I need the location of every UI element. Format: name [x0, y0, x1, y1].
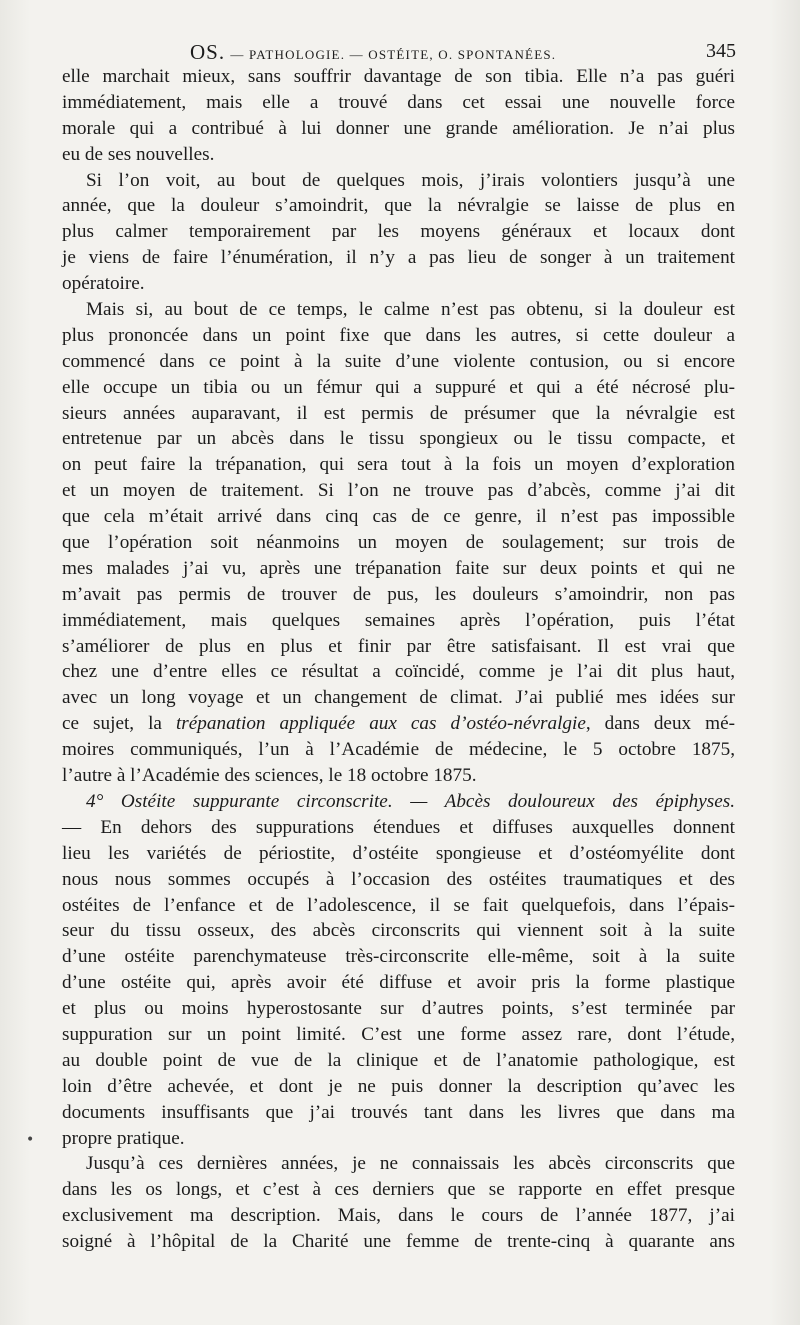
header-os: OS.	[190, 40, 226, 64]
text-line: documents insuffisants que j’ai trouvés tant dans les livres que dans ma	[62, 1101, 735, 1123]
text-line: soigné à l’hôpital de la Charité une femme de trente-cinq à quarante ans	[62, 1231, 735, 1253]
text-line: plus calmer temporairement par les moyens généraux et locaux dont	[62, 221, 735, 243]
text-line: opératoire.	[62, 273, 145, 295]
text-line: elle marchait mieux, sans souffrir davantage de son tibia. Elle n’a pas guéri	[62, 66, 735, 87]
text-line: je viens de faire l’énumération, il n’y a pas lieu de songer à un traitement	[62, 247, 735, 269]
text-line: au double point de vue de la clinique et de l’anatomie pathologique, est	[62, 1049, 735, 1071]
text-line: dans les os longs, et c’est à ces derniers que se rapporte en effet presque	[62, 1179, 735, 1201]
text-line: année, que la douleur s’amoindrit, que la névralgie se laisse de plus en	[62, 195, 735, 217]
text-line: mes malades j’ai vu, après une trépanation faite sur deux points et qui ne	[62, 557, 735, 579]
margin-mark: •	[26, 1132, 35, 1148]
text-line: moires communiqués, l’un à l’Académie de médecine, le 5 octobre 1875,	[62, 739, 735, 761]
text-line: et plus ou moins hyperostosante sur d’autres points, s’est terminée par	[62, 998, 735, 1020]
text-line: et un moyen de traitement. Si l’on ne trouve pas d’abcès, comme j’ai dit	[62, 480, 735, 502]
text-line: — En dehors des suppurations étendues et diffuses auxquelles donnent	[62, 816, 735, 838]
text-line: d’une ostéite parenchymateuse très-circonscrite elle-même, soit à la suite	[62, 946, 735, 968]
text-line: eu de ses nouvelles.	[62, 143, 215, 165]
text-line: nous nous sommes occupés à l’occasion des ostéites traumatiques et des	[62, 868, 735, 890]
text-line: ostéites de l’enfance et de l’adolescence, il se fait quelquefois, dans l’épais-	[62, 894, 735, 916]
text-line: que cela m’était arrivé dans cinq cas de ce genre, il n’est pas impossible	[62, 506, 735, 528]
text-line: on peut faire la trépanation, qui sera tout à la fois un moyen d’exploration	[62, 454, 735, 476]
header-section: — PATHOLOGIE. — OSTÉITE, O. SPONTANÉES.	[230, 47, 557, 62]
text-line: Si l’on voit, au bout de quelques mois, j’irais volontiers jusqu’à une	[86, 169, 735, 191]
text-line: loin d’être achevée, et dont je ne puis donner la description qu’avec les	[62, 1075, 735, 1097]
text-line: d’une ostéite qui, après avoir été diffuse et avoir pris la forme plastique	[62, 972, 735, 994]
body-text	[62, 64, 735, 1255]
text-line: Jusqu’à ces dernières années, je ne connaissais les abcès circonscrits que	[86, 1153, 735, 1175]
text-line: propre pratique.	[62, 1127, 185, 1149]
text-line: l’autre à l’Académie des sciences, le 18 octobre 1875.	[62, 765, 477, 787]
page-number: 345	[706, 40, 736, 62]
italic-title: trépanation appliquée aux cas d’ostéo-névralgie	[175, 713, 586, 735]
text-line: m’avait pas permis de trouver de pus, les douleurs s’amoindrir, non pas	[62, 583, 735, 605]
text-line: elle occupe un tibia ou un fémur qui a suppuré et qui a été nécrosé plu-	[62, 376, 735, 398]
section-heading: 4° Ostéite suppurante circonscrite. — Abcès douloureux des épiphyses.	[86, 790, 735, 812]
text-line: ce sujet, la trépanation appliquée aux cas d’ostéo-névralgie, dans deux mé-	[62, 713, 735, 735]
text-line: avec un long voyage et un changement de climat. J’ai publié mes idées sur	[62, 687, 735, 709]
text-line: lieu les variétés de périostite, d’ostéite spongieuse et d’ostéomyélite dont	[62, 842, 735, 864]
text-line: exclusivement ma description. Mais, dans le cours de l’année 1877, j’ai	[62, 1205, 735, 1227]
text-line: morale qui a contribué à lui donner une grande amélioration. Je n’ai plus	[62, 117, 735, 139]
text-line: suppuration sur un point limité. C’est une forme assez rare, dont l’étude,	[62, 1023, 735, 1045]
text-line: commencé dans ce point à la suite d’une violente contusion, ou si encore	[62, 350, 735, 372]
text-line: sieurs années auparavant, il est permis de présumer que la névralgie est	[62, 402, 735, 424]
text-line: s’améliorer de plus en plus et finir par être satisfaisant. Il est vrai que	[62, 635, 735, 657]
text-line: que l’opération soit néanmoins un moyen de soulagement; sur trois de	[62, 532, 735, 554]
text-line: chez une d’entre elles ce résultat a coïncidé, comme je l’ai dit plus haut,	[62, 661, 735, 683]
text-line: seur du tissu osseux, des abcès circonscrits qui viennent soit à la suite	[62, 920, 735, 942]
text-line: immédiatement, mais elle a trouvé dans cet essai une nouvelle force	[62, 91, 735, 113]
text-line: entretenue par un abcès dans le tissu spongieux ou le tissu compacte, et	[62, 428, 735, 450]
text-line: Mais si, au bout de ce temps, le calme n’est pas obtenu, si la douleur est	[86, 299, 735, 321]
text-line: immédiatement, mais quelques semaines après l’opération, puis l’état	[62, 609, 735, 631]
running-title	[190, 40, 556, 65]
text-line: plus prononcée dans un point fixe que dans les autres, si cette douleur a	[62, 324, 735, 346]
